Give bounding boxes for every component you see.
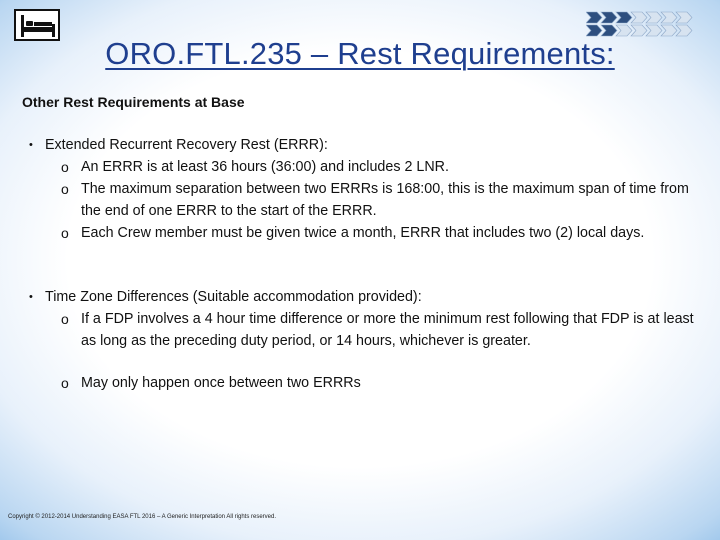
bullet-heading: Time Zone Differences (Suitable accommodation provided): bbox=[45, 289, 422, 305]
list-item-text: The maximum separation between two ERRRs is 168:00, this is the maximum span of time from the end of one ERRR to the start of the ERRR. bbox=[81, 181, 689, 219]
bullet-heading: Extended Recurrent Recovery Rest (ERRR): bbox=[45, 137, 328, 153]
list-item-text: May only happen once between two ERRRs bbox=[81, 375, 361, 391]
page-title: ORO.FTL.235 – Rest Requirements: bbox=[105, 36, 615, 71]
bullet-marker: • bbox=[29, 291, 33, 303]
sub-marker: o bbox=[61, 225, 69, 241]
sub-marker: o bbox=[61, 181, 69, 197]
sub-marker: o bbox=[61, 159, 69, 175]
list-item-text: An ERRR is at least 36 hours (36:00) and includes 2 LNR. bbox=[81, 159, 449, 175]
sub-marker: o bbox=[61, 375, 69, 391]
list-item-text: Each Crew member must be given twice a month, ERRR that includes two (2) local days. bbox=[81, 225, 645, 241]
copyright-footer: Copyright © 2012-2014 Understanding EASA FTL 2016 – A Generic Interpretation All rights reserved. bbox=[8, 514, 277, 520]
bullet-marker: • bbox=[29, 139, 33, 151]
list-item-text: If a FDP involves a 4 hour time difference or more the minimum rest following that FDP is at least as long as the preceding duty period, or 14 hours, whichever is greater. bbox=[81, 311, 694, 349]
section-subtitle: Other Rest Requirements at Base bbox=[22, 94, 245, 110]
sub-marker: o bbox=[61, 311, 69, 327]
